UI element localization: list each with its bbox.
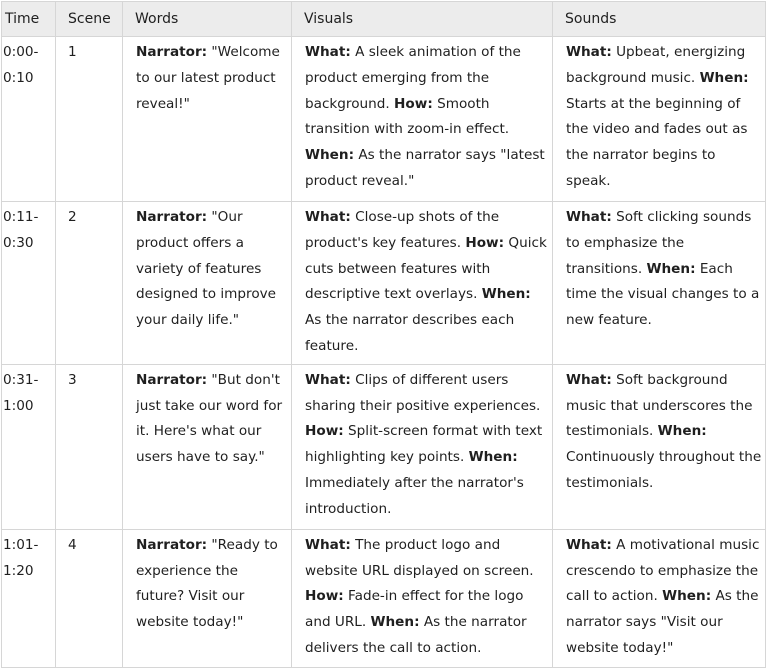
header-words: Words xyxy=(123,2,292,37)
speaker-label: Narrator: xyxy=(136,44,208,60)
when-label: When: xyxy=(699,69,749,86)
when-label: When: xyxy=(370,614,420,631)
how-text: Smooth transition with zoom-in effect. xyxy=(305,95,510,138)
table-header xyxy=(2,2,766,37)
visuals-cell xyxy=(292,364,553,529)
sounds-cell xyxy=(553,202,766,365)
what-text: Clips of different users sharing their positive experiences. xyxy=(305,371,541,414)
how-text: Fade-in effect for the logo and URL. xyxy=(305,588,524,631)
what-text: A sleek animation of the product emerging from the background. xyxy=(305,44,521,112)
words-text: "But don't just take our word for it. Here's what our users have to say." xyxy=(136,371,283,466)
table-row xyxy=(2,364,766,529)
when-label: When: xyxy=(468,449,518,466)
speaker-label: Narrator: xyxy=(136,371,208,388)
what-label: What: xyxy=(305,536,351,553)
what-label: What: xyxy=(305,209,351,225)
when-label: When: xyxy=(305,147,355,164)
what-label: What: xyxy=(566,371,612,388)
visuals-cell xyxy=(292,37,553,202)
when-text: Starts at the beginning of the video and fades out as the narrator begins to speak. xyxy=(566,95,748,189)
when-text: Immediately after the narrator's introduction. xyxy=(305,474,524,517)
header-sounds: Sounds xyxy=(553,2,766,37)
header-row xyxy=(2,2,766,37)
sounds-cell xyxy=(553,37,766,202)
table-row xyxy=(2,37,766,202)
header-scene: Scene xyxy=(56,2,123,37)
when-text: Continuously throughout the testimonials. xyxy=(566,449,762,491)
scene-cell: 1 xyxy=(56,37,123,202)
how-label: How: xyxy=(305,588,344,605)
scene-cell: 3 xyxy=(56,364,123,529)
words-cell xyxy=(123,202,292,365)
visuals-cell xyxy=(292,202,553,365)
header-time: Time xyxy=(2,2,56,37)
when-label: When: xyxy=(481,286,531,303)
what-label: What: xyxy=(305,371,351,388)
time-cell: 1:01-1:20 xyxy=(2,529,56,667)
words-cell xyxy=(123,37,292,202)
time-cell: 0:00-0:10 xyxy=(2,37,56,202)
scene-cell: 2 xyxy=(56,202,123,365)
table-body xyxy=(2,37,766,668)
when-label: When: xyxy=(646,260,696,277)
what-text: The product logo and website URL displayed on screen. xyxy=(305,536,534,579)
how-label: How: xyxy=(394,95,433,112)
when-text: As the narrator says "latest product reveal." xyxy=(305,147,545,189)
time-cell: 0:11-0:30 xyxy=(2,202,56,365)
how-text: Quick cuts between features with descriptive text overlays. xyxy=(305,234,547,303)
scene-cell: 4 xyxy=(56,529,123,667)
script-table-container xyxy=(0,1,766,656)
how-text: Split-screen format with text highlighting key points. xyxy=(305,423,543,466)
what-text: Soft background music that underscores the testimonials. xyxy=(566,371,753,440)
time-cell: 0:31-1:00 xyxy=(2,364,56,529)
what-text: Soft clicking sounds to emphasize the transitions. xyxy=(566,209,752,277)
how-label: How: xyxy=(465,234,505,251)
words-text: "Welcome to our latest product reveal!" xyxy=(136,44,280,112)
what-text: Close-up shots of the product's key features. xyxy=(305,209,500,251)
table-row xyxy=(2,202,766,365)
words-cell xyxy=(123,364,292,529)
what-text: A motivational music crescendo to emphasize the call to action. xyxy=(566,536,760,605)
what-label: What: xyxy=(566,44,612,60)
when-text: As the narrator delivers the call to action. xyxy=(305,614,527,656)
speaker-label: Narrator: xyxy=(136,209,208,225)
what-label: What: xyxy=(566,209,612,225)
words-text: "Ready to experience the future? Visit our website today!" xyxy=(136,536,278,631)
when-text: As the narrator describes each feature. xyxy=(305,312,515,354)
header-visuals: Visuals xyxy=(292,2,553,37)
what-label: What: xyxy=(566,536,612,553)
sounds-cell xyxy=(553,364,766,529)
when-label: When: xyxy=(662,588,712,605)
what-text: Upbeat, energizing background music. xyxy=(566,44,746,86)
what-label: What: xyxy=(305,44,351,60)
when-label: When: xyxy=(657,423,707,440)
how-label: How: xyxy=(305,423,344,440)
speaker-label: Narrator: xyxy=(136,536,208,553)
when-text: Each time the visual changes to a new feature. xyxy=(566,260,760,329)
when-text: As the narrator says "Visit our website today!" xyxy=(566,588,759,656)
words-text: "Our product offers a variety of features designed to improve your daily life." xyxy=(136,209,277,329)
script-table xyxy=(1,1,766,668)
